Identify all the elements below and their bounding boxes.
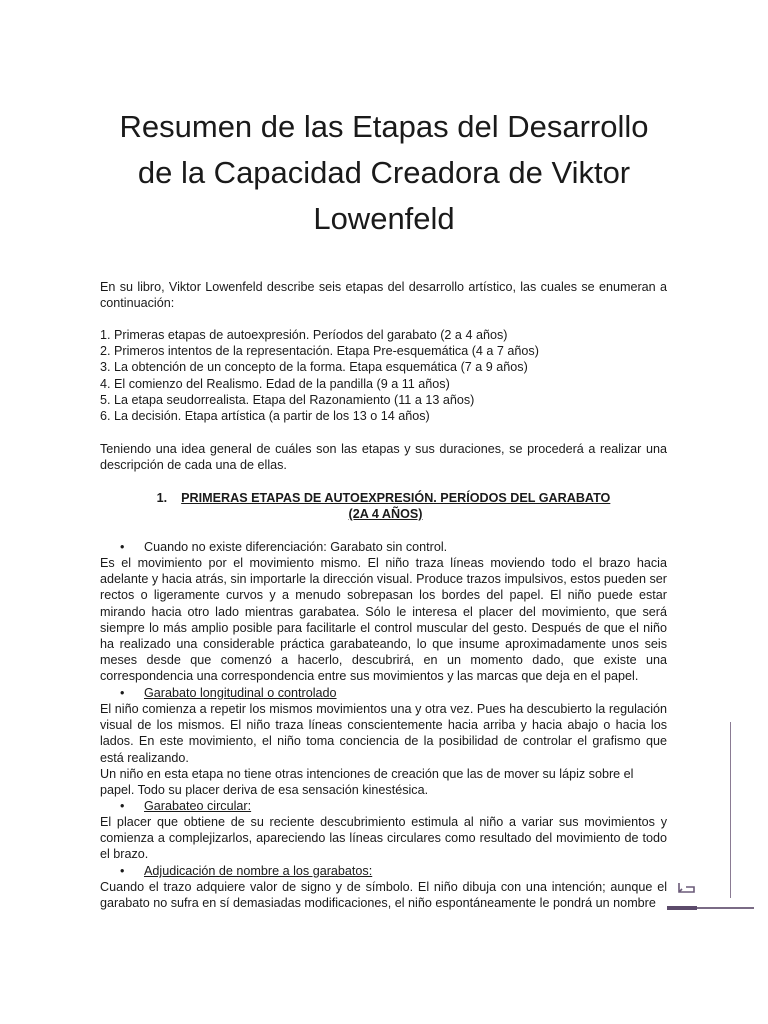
bullet-label: Cuando no existe diferenciación: Garabato sin control. (144, 540, 448, 554)
paragraph-kinestesica: Un niño en esta etapa no tiene otras intenciones de creación que las de mover su lápiz sobre el papel. Todo su placer deriva de esa sensación kinestésica. (100, 767, 634, 798)
section-heading (100, 490, 667, 522)
page-corner-rule-accent (667, 906, 697, 910)
transition-paragraph: Teniendo una idea general de cuáles son las etapas y sus duraciones, se procederá a realizar una descripción de cada una de ellas. (100, 442, 667, 473)
list-item: 3. La obtención de un concepto de la forma. Etapa esquemática (7 a 9 años) (100, 360, 528, 375)
paragraph-garabato-sin-control: Es el movimiento por el movimiento mismo. El niño traza líneas moviendo todo el brazo hacia adelante y hacia atrás, sin importarle la dirección visual. Produce trazos impulsivos, estos pueden ser rectos o ligeramente curvos y a menudo sobrepasan los bordes del papel. El niño puede estar mirando hacia otro lado mientras garabatea. Sólo le interesa el placer del movimiento, que será siempre lo más amplio posible para facilitarle el control muscular del gesto. Después de que el niño ha realizado una considerable práctica garabateando, lo que insume aproximadamente unos seis meses desde que comenzó a hacerlo, descubrirá, en un momento dado, que existe una correspondencia una correspondencia entre sus movimientos y las marcas que deja en el papel. (100, 556, 667, 684)
bullet-icon: • (120, 799, 125, 813)
bullet-icon: • (120, 864, 125, 878)
list-item: 6. La decisión. Etapa artística (a partir de los 13 o 14 años) (100, 409, 430, 424)
list-item: 2. Primeros intentos de la representación. Etapa Pre-esquemática (4 a 7 años) (100, 344, 539, 359)
stages-list (100, 327, 667, 424)
bullet-label: Garabato longitudinal o controlado (144, 686, 337, 700)
intro-paragraph: En su libro, Viktor Lowenfeld describe seis etapas del desarrollo artístico, las cuales se enumeran a continuación: (100, 280, 667, 311)
list-item: 4. El comienzo del Realismo. Edad de la pandilla (9 a 11 años) (100, 376, 450, 391)
list-item: 1. Primeras etapas de autoexpresión. Períodos del garabato (2 a 4 años) (100, 328, 508, 342)
page-title: Resumen de las Etapas del Desarrollo de la Capacidad Creadora de Viktor Lowenfeld (119, 109, 649, 236)
paragraph-garabateo-circular: El placer que obtiene de su reciente descubrimiento estimula al niño a variar sus movimientos y comienza a complejizarlos, apareciendo las líneas circulares como resultado del movimiento de todo el brazo. (100, 815, 667, 862)
paragraph-adjudicacion: Cuando el trazo adquiere valor de signo y de símbolo. El niño dibuja con una intención; aunque el garabato no sufra en sí demasiadas modificaciones, el niño espontáneamente le pondrá un nombre (100, 880, 667, 911)
bullet-item (120, 685, 337, 701)
bullet-label: Adjudicación de nombre a los garabatos: (144, 864, 373, 878)
bullet-label: Garabateo circular: (144, 799, 252, 813)
bullet-item (120, 539, 447, 555)
section-title-line1: PRIMERAS ETAPAS DE AUTOEXPRESIÓN. PERÍODOS DEL GARABATO (181, 491, 611, 505)
paragraph-garabato-controlado: El niño comienza a repetir los mismos movimientos una y otra vez. Pues ha descubierto la regulación visual de los mismos. El niño traza líneas conscientemente hacia arriba y hacia abajo o hacia los lados. En este movimiento, el niño toma conciencia de la posibilidad de controlar el grafismo que está realizando. (100, 702, 667, 765)
bullet-icon: • (120, 686, 125, 700)
return-arrow-icon (677, 880, 697, 896)
list-item: 5. La etapa seudorrealista. Etapa del Razonamiento (11 a 13 años) (100, 392, 475, 407)
bullet-icon: • (120, 540, 125, 554)
bullet-item (120, 798, 251, 814)
section-title-line2: (2A 4 AÑOS) (348, 507, 423, 522)
section-number: 1. (156, 491, 168, 505)
bullet-item (120, 863, 372, 879)
page-edge-line (730, 722, 731, 898)
